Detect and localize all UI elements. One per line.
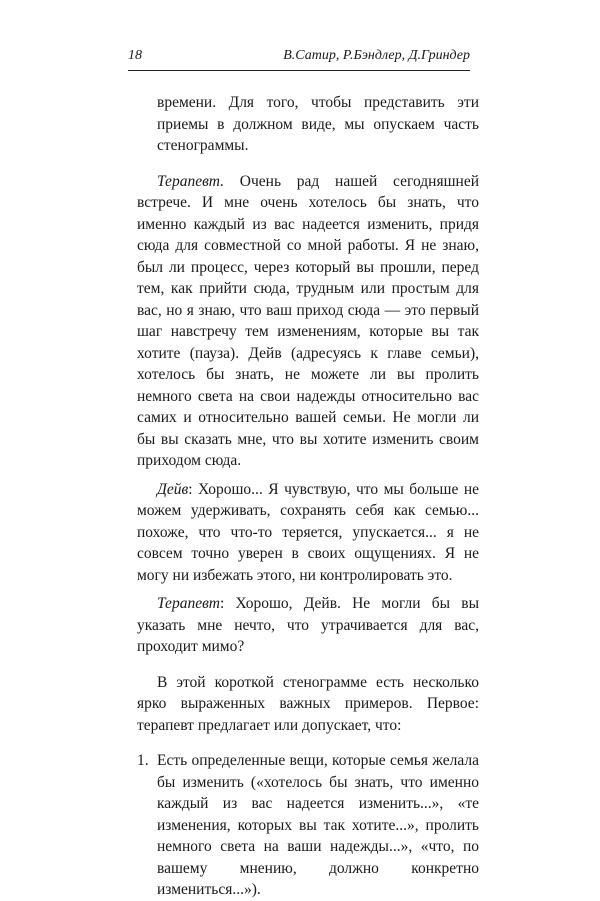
list-item [137,750,479,901]
speaker-label: Терапевт. [157,172,225,190]
paragraph-therapist-1 [137,171,479,472]
speech-text: Очень рад нашей сегодняшней встрече. И мне очень хотелось бы знать, что именно каждый из вас надеется изменить, придя сюда для совместной со мной работы. Я не знаю, был ли процесс, через который вы прошли, перед тем, как прийти сюда, трудным или простым для вас, но я знаю, что ваш приход сюда — это первый шаг навстречу тем изменениям, которые вы так хотите (пауза). Дейв (адресуясь к главе семьи), хотелось бы знать, не можете ли вы пролить немного света на свои надежды относительно вас самих и относительно вашей семьи. Не могли ли бы вы сказать мне, что вы хотите изменить своим приходом сюда. [137,172,479,469]
paragraph-therapist-2 [137,593,479,658]
list-item-number: 1. [137,752,149,769]
speaker-label: Терапевт [157,595,220,612]
speech-text: : Хорошо, Дейв. Не могли бы вы указать мне нечто, что утрачивается для вас, проходит мимо? [137,595,479,655]
running-header [128,48,470,64]
header-rule [128,70,470,71]
page-number: 18 [128,48,142,63]
speaker-label: Дейв [157,480,189,498]
running-header-authors: В.Сатир, Р.Бэндлер, Д.Гриндер [283,48,470,63]
list-item-text: Есть определенные вещи, которые семья желала бы изменить («хотелось бы знать, что именно каждый из вас надеется изменить...», «те изменения, которых вы так хотите...», пролить немного света на ваши надежды...», «что, по вашему мнению, должно конкретно измениться...»). [157,752,479,898]
paragraph-dave [137,479,479,587]
page-body [137,92,479,901]
paragraph-continuation: времени. Для того, чтобы представить эти приемы в должном виде, мы опускаем часть стенограммы. [157,94,479,154]
speech-text: : Хорошо... Я чувствую, что мы больше не можем удерживать, сохранять себя как семью... похоже, что что-то теряется, упускается... я не совсем точно уверен в своих ощущениях. Я не могу ни избежать этого, ни контролировать это. [137,480,479,584]
paragraph-commentary: В этой короткой стенограмме есть несколько ярко выраженных важных примеров. Первое: терапевт предлагает или допускает, что: [137,673,479,734]
